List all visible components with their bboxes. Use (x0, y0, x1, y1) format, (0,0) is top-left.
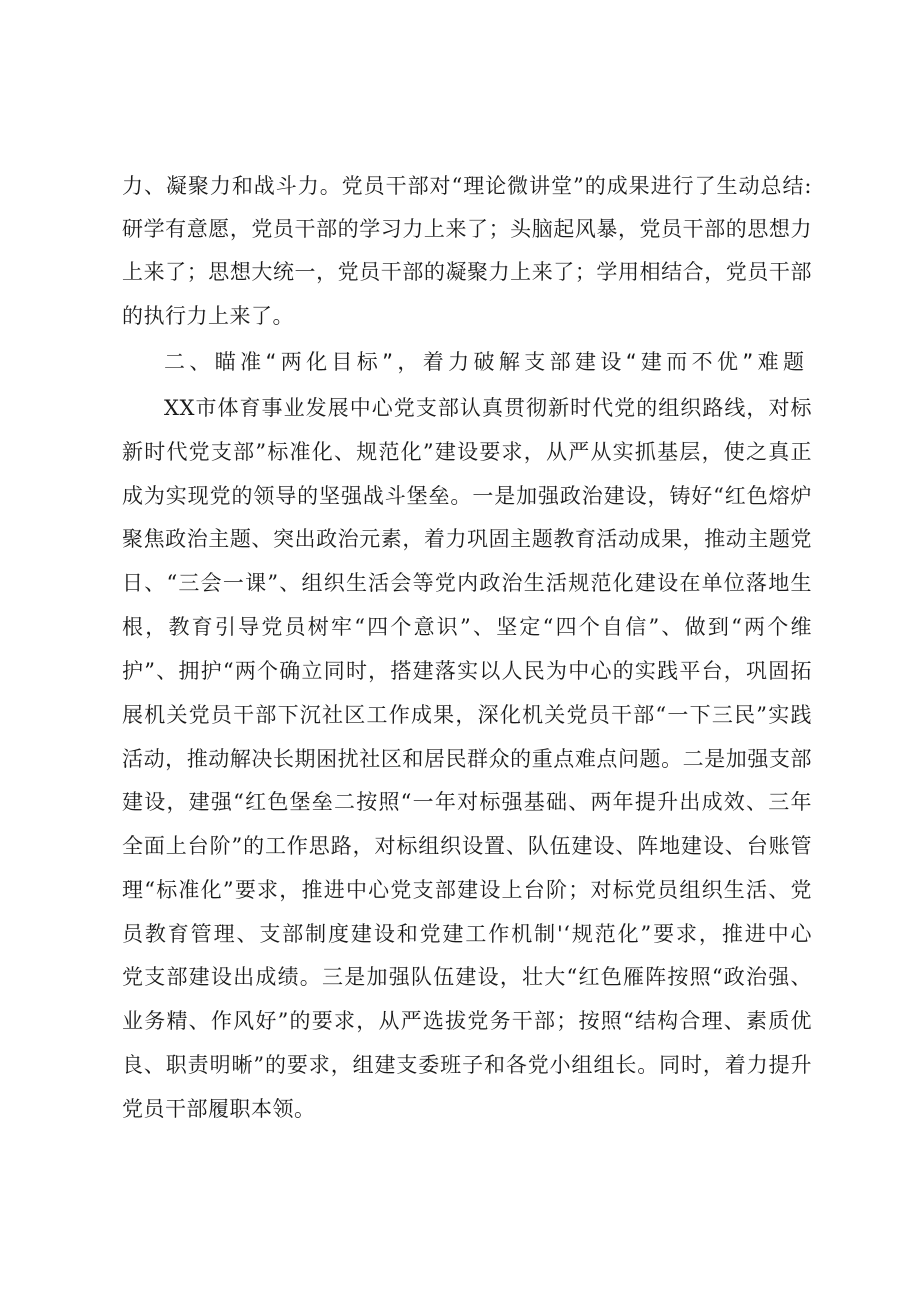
section-heading: 二、瞄准“两化目标”，着力破解支部建设“建而不优”难题 (164, 350, 804, 374)
text-line: 护”、拥护“两个确立同时，搭建落实以人民为中心的实践平台，巩固拓 (122, 659, 812, 683)
text-line: 新时代党支部”标准化、规范化”建设要求，从严从实抓基层，使之真正 (122, 440, 812, 464)
text-line: 党员干部履职本领。 (122, 1097, 316, 1121)
text-line: 展机关党员干部下沉社区工作成果，深化机关党员干部“一下三民”实践 (122, 703, 812, 727)
text-line: 上来了；思想大统一，党员干部的凝聚力上来了；学用相结合，党员干部 (122, 260, 812, 284)
text-line: 聚焦政治主题、突出政治元素，着力巩固主题教育活动成果，推动主题党 (122, 527, 812, 551)
text-line: 日、“三会一课”、组织生活会等党内政治生活规范化建设在单位落地生 (122, 571, 812, 595)
text-line: 活动，推动解决长期困扰社区和居民群众的重点难点问题。二是加强支部 (122, 747, 812, 771)
text-line: 成为实现党的领导的坚强战斗堡垒。一是加强政治建设，铸好“红色熔炉 (122, 484, 812, 508)
text-line: 根，教育引导党员树牢“四个意识”、坚定“四个自信”、做到“两个维 (122, 615, 812, 639)
text-line: 建设，建强“红色堡垒二按照“一年对标强基础、两年提升出成效、三年 (122, 790, 812, 814)
text-line: 的执行力上来了。 (122, 304, 294, 328)
text-line: 良、职责明晰”的要求，组建支委班子和各党小组组长。同时，着力提升 (122, 1053, 812, 1077)
text-line: 全面上台阶”的工作思路，对标组织设置、队伍建设、阵地建设、台账管 (122, 834, 812, 858)
text-line: 员教育管理、支部制度建设和党建工作机制'‘规范化”要求，推进中心 (122, 922, 812, 946)
text-line: 理“标准化”要求，推进中心党支部建设上台阶；对标党员组织生活、党 (122, 878, 812, 902)
text-line: XX市体育事业发展中心党支部认真贯彻新时代党的组织路线，对标 (164, 396, 812, 420)
text-line: 业务精、作风好”的要求，从严选拔党务干部；按照“结构合理、素质优 (122, 1009, 812, 1033)
text-line: 力、凝聚力和战斗力。党员干部对“理论微讲堂”的成果进行了生动总结: (122, 174, 812, 198)
text-line: 研学有意愿，党员干部的学习力上来了；头脑起风暴，党员干部的思想力 (122, 217, 812, 241)
text-line: 党支部建设出成绩。三是加强队伍建设，壮大“红色雁阵按照“政治强、 (122, 965, 812, 989)
